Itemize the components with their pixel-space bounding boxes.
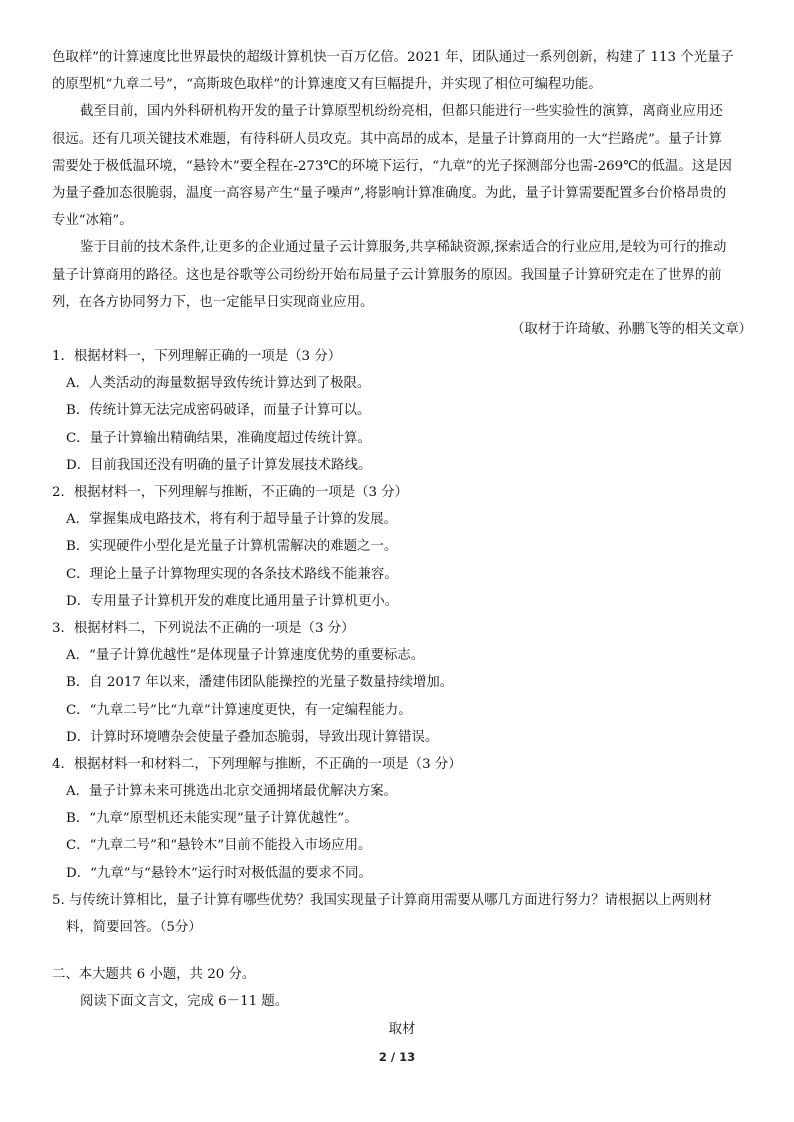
page-number: 2 / 13 (378, 1050, 416, 1064)
passage-line: 的原型机“九章二号”，“高斯玻色取样”的计算速度又有巨幅提升，并实现了相位可编程功能。 (52, 77, 602, 93)
question-stem (52, 615, 752, 642)
option: D．专用量子计算机开发的难度比通用量子计算机更小。 (66, 593, 399, 609)
question-stem-text: 3．根据材料二，下列说法 (52, 620, 208, 636)
option: A．“量子计算优越性”是体现量子计算速度优势的重要标志。 (66, 648, 425, 664)
passage-line: 为量子叠加态很脆弱，温度一高容易产生“量子噪声”,将影响计算准确度。为此，量子计算需要配置多台价格昂贵的 (52, 185, 727, 201)
option: B．自 2017 年以来，潘建伟团队能操控的光量子数量持续增加。 (66, 675, 454, 691)
question-stem: 5. 与传统计算相比，量子计算有哪些优势？我国实现量子计算商用需要从哪几方面进行努力？请根据以上两则材 (52, 892, 712, 908)
option: C．量子计算输出精确结果，准确度超过传统计算。 (66, 430, 371, 446)
emphasis-char: 确 (288, 479, 301, 506)
question-stem (52, 343, 752, 370)
option: A．量子计算未来可挑选出北京交通拥堵最优解决方案。 (66, 784, 398, 800)
option: A．掌握集成电路技术，将有利于超导量子计算的发展。 (66, 512, 398, 528)
document-page (52, 44, 752, 1043)
passage-title: 取材 (388, 1021, 416, 1037)
passage-line: 专业“冰箱”。 (52, 213, 133, 229)
source-citation: （取材于许琦敏、孙鹏飞等的相关文章） (510, 321, 752, 337)
question-stem-text: 的一项是（3 分） (355, 756, 462, 772)
emphasis-char: 不 (261, 479, 274, 506)
question-stem (52, 751, 752, 778)
emphasis-char: 正 (328, 751, 341, 778)
passage-line: 鉴于目前的技术条件,让更多的企业通过量子云计算服务,共享稀缺资源,探索适合的行业应用,是较为可行的推动 (80, 240, 727, 256)
emphasis-char: 确 (342, 751, 355, 778)
passage-line: 量子计算商用的路径。这也是谷歌等公司纷纷开始布局量子云计算服务的原因。我国量子计算研究走在了世界的前 (52, 267, 722, 283)
question-stem-text: 1．根据材料一，下列理解正确的一项是（3 分） (52, 349, 342, 365)
question-stem-text: 的一项是（3 分） (248, 620, 355, 636)
question-stem (52, 479, 752, 506)
emphasized-text (208, 621, 248, 636)
option: B．实现硬件小型化是光量子计算机需解决的难题之一。 (66, 539, 398, 555)
option: B．传统计算无法完成密码破译，而量子计算可以。 (66, 403, 371, 419)
question-stem-continued: 料，简要回答。（5分） (66, 920, 202, 935)
section-instruction: 阅读下面文言文，完成 6－11 题。 (80, 994, 289, 1010)
emphasis-char: 不 (208, 615, 221, 642)
option: D．计算时环境嘈杂会使量子叠加态脆弱，导致出现计算错误。 (66, 729, 439, 745)
passage-line: 色取样”的计算速度比世界最快的超级计算机快一百万亿倍。2021 年，团队通过一系列创新，构建了 113 个光量子 (52, 50, 734, 65)
question-stem-text: 的一项是（3 分） (301, 485, 409, 500)
question-stem-text: 2．根据材料一，下列理解与推断， (52, 485, 262, 500)
emphasis-char: 不 (315, 751, 328, 778)
option: C．“九章二号”比“九章”计算速度更快，有一定编程能力。 (66, 702, 412, 718)
passage-line: 列，在各方协同努力下，也一定能早日实现商业应用。 (52, 294, 374, 310)
emphasized-text (261, 485, 301, 500)
option: C．理论上量子计算物理实现的各条技术路线不能兼容。 (66, 566, 398, 582)
passage-line: 截至目前，国内外科研机构开发的量子计算原型机纷纷亮相，但都只能进行一些实验性的演算，离商业应用还 (80, 104, 723, 120)
emphasized-text (315, 757, 355, 772)
emphasis-char: 正 (221, 615, 234, 642)
option: B．“九章”原型机还未能实现“量子计算优越性”。 (66, 811, 358, 827)
option: D．“九章”与“悬铃木”运行时对极低温的要求不同。 (66, 865, 372, 881)
spacer (52, 941, 752, 961)
emphasis-char: 确 (235, 615, 248, 642)
option: C．“九章二号”和“悬铃木”目前不能投入市场应用。 (66, 838, 372, 854)
emphasis-char: 正 (275, 479, 288, 506)
option: A．人类活动的海量数据导致传统计算达到了极限。 (66, 376, 371, 392)
option: D．目前我国还没有明确的量子计算发展技术路线。 (66, 457, 372, 473)
question-stem-text: 4．根据材料一和材料二，下列理解与推断， (52, 756, 315, 772)
passage-line: 很远。还有几项关键技术难题，有待科研人员攻克。其中高昂的成本，是量子计算商用的一大“拦路虎”。量子计算 (52, 131, 722, 147)
section-heading: 二、本大题共 6 小题，共 20 分。 (52, 967, 256, 983)
passage-line: 需要处于极低温环境，“悬铃木”要全程在-273℃的环境下运行，“九章”的光子探测部分也需-269℃的低温。这是因 (52, 158, 732, 174)
